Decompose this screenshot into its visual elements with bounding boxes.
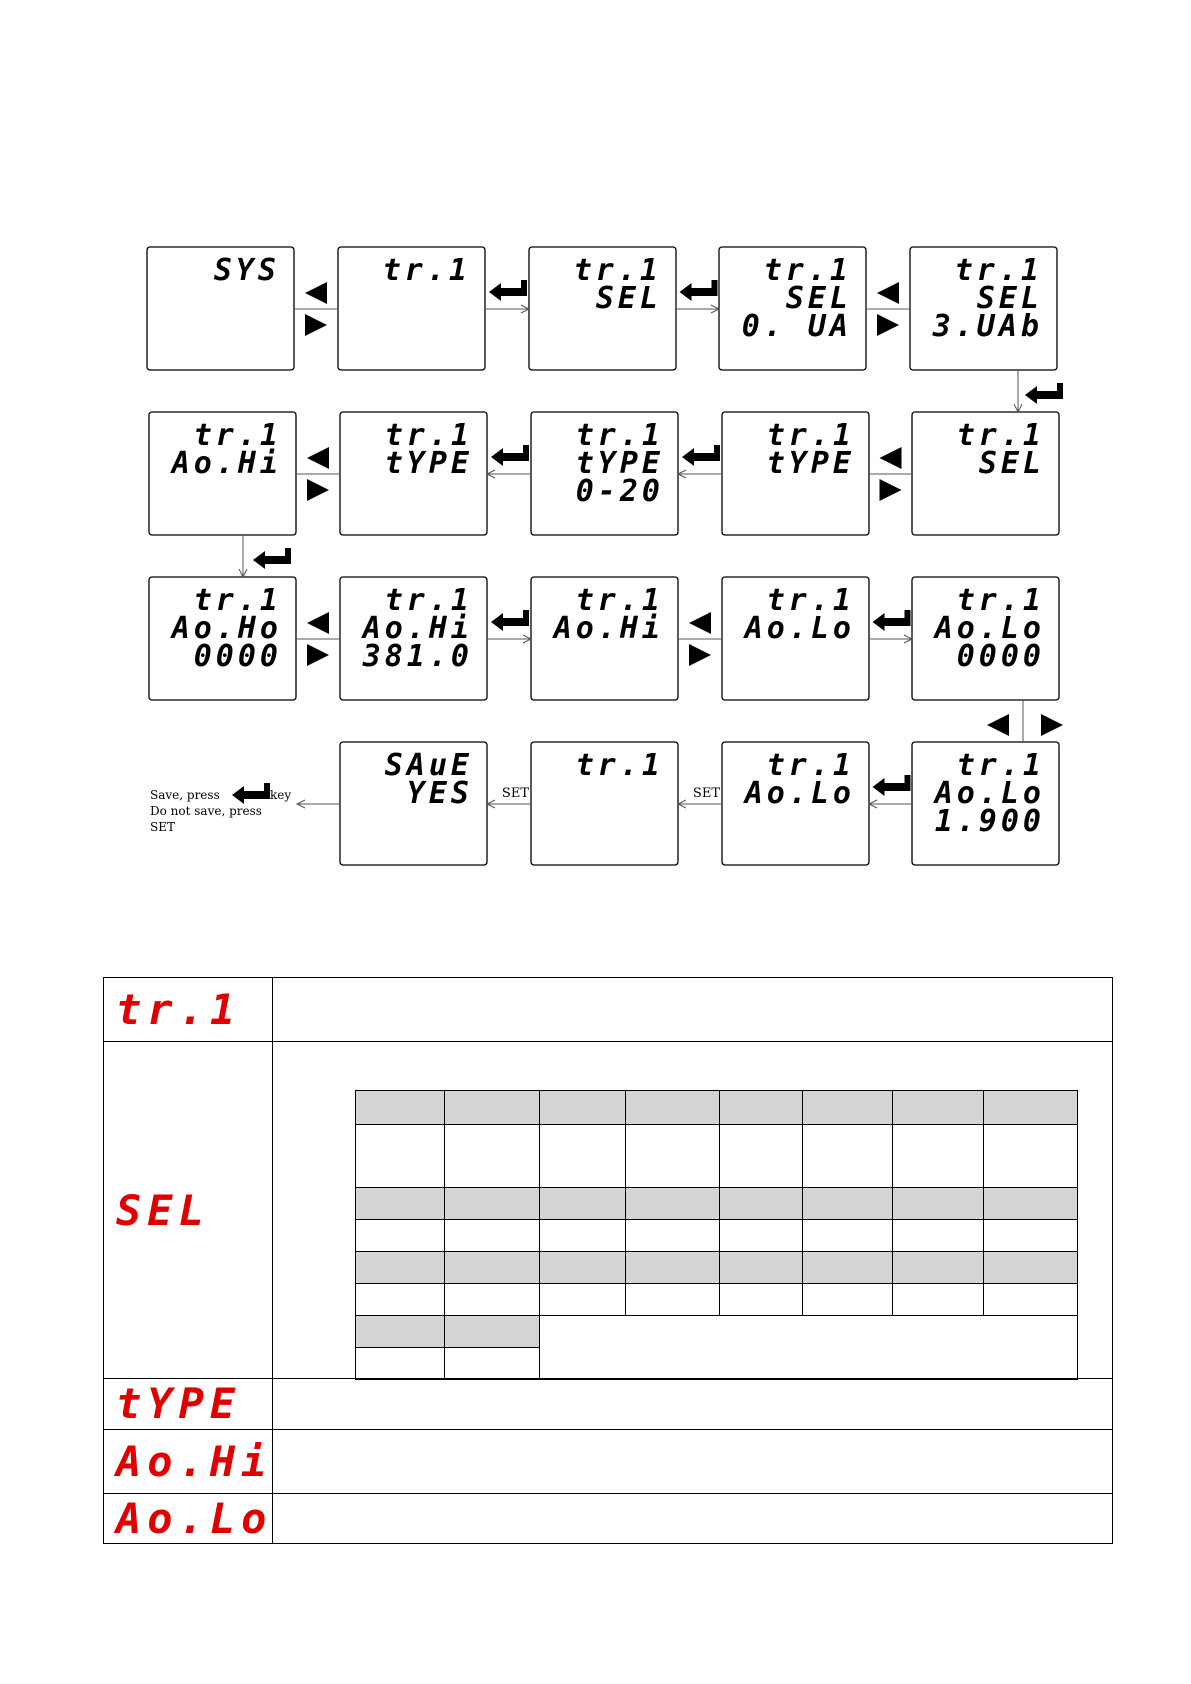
lcd-screen	[910, 247, 1057, 370]
lcd-screen	[722, 577, 869, 700]
sel-header-row	[356, 1091, 1078, 1125]
lcd-line: tr.1	[573, 253, 662, 288]
param-row-type	[104, 1379, 1113, 1429]
right-arrow-icon	[689, 644, 711, 666]
lcd-line: SAuE	[384, 748, 473, 783]
lcd-line: tr.1	[766, 418, 855, 453]
enter-key-icon	[491, 445, 529, 466]
lcd-screen	[531, 742, 678, 865]
lcd-line: tr.1	[956, 418, 1045, 453]
enter-key-icon	[873, 610, 911, 631]
lcd-line: SEL	[976, 281, 1043, 316]
lcd-line: 3.UAb	[932, 309, 1043, 344]
set-label: SET	[692, 786, 720, 801]
save-note-line3: SET	[150, 820, 175, 834]
param-row-aohi	[104, 1429, 1113, 1493]
enter-key-icon	[873, 775, 911, 796]
sel-value-row	[356, 1125, 1078, 1188]
enter-key-icon	[253, 548, 291, 569]
enter-key-icon	[491, 610, 529, 631]
lcd-screen	[338, 247, 485, 370]
lcd-screen	[149, 412, 296, 535]
enter-key-icon	[232, 783, 270, 804]
sel-option-table	[355, 1090, 1078, 1380]
lcd-line: 381.0	[362, 639, 473, 674]
left-arrow-icon	[987, 714, 1009, 736]
lcd-line: 0. UA	[741, 309, 852, 344]
lcd-line: SEL	[595, 281, 662, 316]
lcd-line: tr.1	[382, 253, 471, 288]
left-arrow-icon	[877, 282, 899, 304]
left-arrow-icon	[307, 447, 329, 469]
lcd-line: tr.1	[193, 583, 282, 618]
right-arrow-icon	[305, 314, 327, 336]
param-code-type: tYPE	[104, 1379, 273, 1429]
lcd-line: tr.1	[763, 253, 852, 288]
right-arrow-icon	[880, 479, 902, 501]
right-arrow-icon	[877, 314, 899, 336]
lcd-line: Ao.Lo	[744, 776, 855, 811]
lcd-line: 0-20	[575, 474, 664, 509]
sel-value-row	[356, 1220, 1078, 1252]
lcd-line: Ao.Lo	[934, 611, 1045, 646]
lcd-line: tYPE	[575, 446, 664, 481]
lcd-line: 0000	[193, 639, 282, 674]
lcd-screen	[147, 247, 294, 370]
lcd-screen	[722, 742, 869, 865]
lcd-screen	[719, 247, 866, 370]
param-code-tr1: tr.1	[104, 978, 273, 1042]
lcd-line: SEL	[978, 446, 1045, 481]
left-arrow-icon	[305, 282, 327, 304]
lcd-screen	[340, 742, 487, 865]
lcd-line: tr.1	[954, 253, 1043, 288]
sel-header-row	[356, 1188, 1078, 1220]
lcd-line: tr.1	[384, 418, 473, 453]
param-code-aolo: Ao.Lo	[104, 1493, 273, 1543]
param-desc-tr1	[273, 978, 1113, 1042]
lcd-screen	[912, 577, 1059, 700]
left-arrow-icon	[307, 612, 329, 634]
parameter-table	[103, 977, 1113, 1544]
lcd-line: tr.1	[575, 418, 664, 453]
param-code-aohi: Ao.Hi	[104, 1429, 273, 1493]
lcd-line: SYS	[213, 253, 280, 288]
left-arrow-icon	[880, 447, 902, 469]
sel-header-row	[356, 1316, 1078, 1348]
param-row-sel	[104, 1042, 1113, 1379]
lcd-screen	[149, 577, 296, 700]
sel-blank-cell	[540, 1316, 1078, 1380]
param-row-tr1	[104, 978, 1113, 1042]
param-desc-aohi	[273, 1429, 1113, 1493]
lcd-line: tr.1	[956, 583, 1045, 618]
lcd-line: tr.1	[193, 418, 282, 453]
lcd-line: tYPE	[766, 446, 855, 481]
lcd-screen	[529, 247, 676, 370]
enter-key-icon	[682, 445, 720, 466]
lcd-line: Ao.Lo	[744, 611, 855, 646]
lcd-screen	[531, 577, 678, 700]
right-arrow-icon	[307, 644, 329, 666]
save-note-line1: Save, press	[150, 788, 220, 802]
lcd-line: 1.900	[934, 804, 1045, 839]
lcd-line: tr.1	[766, 583, 855, 618]
set-label: SET	[501, 786, 529, 801]
param-code-sel: SEL	[104, 1042, 273, 1379]
param-desc-sel	[273, 1042, 1113, 1379]
enter-key-icon	[680, 280, 718, 301]
save-note-key: key	[270, 788, 292, 802]
lcd-screen	[531, 412, 678, 535]
sel-value-row	[356, 1284, 1078, 1316]
sel-header-row	[356, 1252, 1078, 1284]
lcd-line: SEL	[785, 281, 852, 316]
lcd-line: tr.1	[766, 748, 855, 783]
lcd-line: tYPE	[384, 446, 473, 481]
lcd-line: YES	[406, 776, 473, 811]
param-row-aolo	[104, 1493, 1113, 1543]
lcd-screen	[912, 412, 1059, 535]
lcd-line: tr.1	[384, 583, 473, 618]
right-arrow-icon	[1041, 714, 1063, 736]
param-desc-aolo	[273, 1493, 1113, 1543]
param-desc-type	[273, 1379, 1113, 1429]
lcd-line: 0000	[956, 639, 1045, 674]
lcd-line: Ao.Hi	[362, 611, 473, 646]
enter-key-icon	[489, 280, 527, 301]
lcd-screen	[912, 742, 1059, 865]
right-arrow-icon	[307, 479, 329, 501]
left-arrow-icon	[689, 612, 711, 634]
lcd-screen	[340, 577, 487, 700]
lcd-line: Ao.Lo	[934, 776, 1045, 811]
lcd-line: Ao.Ho	[171, 611, 282, 646]
save-note-line2: Do not save, press	[150, 804, 262, 818]
lcd-line: Ao.Hi	[171, 446, 282, 481]
lcd-line: tr.1	[575, 748, 664, 783]
lcd-line: tr.1	[575, 583, 664, 618]
lcd-line: tr.1	[956, 748, 1045, 783]
lcd-line: Ao.Hi	[553, 611, 664, 646]
lcd-screen	[340, 412, 487, 535]
enter-key-icon	[1025, 383, 1063, 404]
lcd-screen	[722, 412, 869, 535]
